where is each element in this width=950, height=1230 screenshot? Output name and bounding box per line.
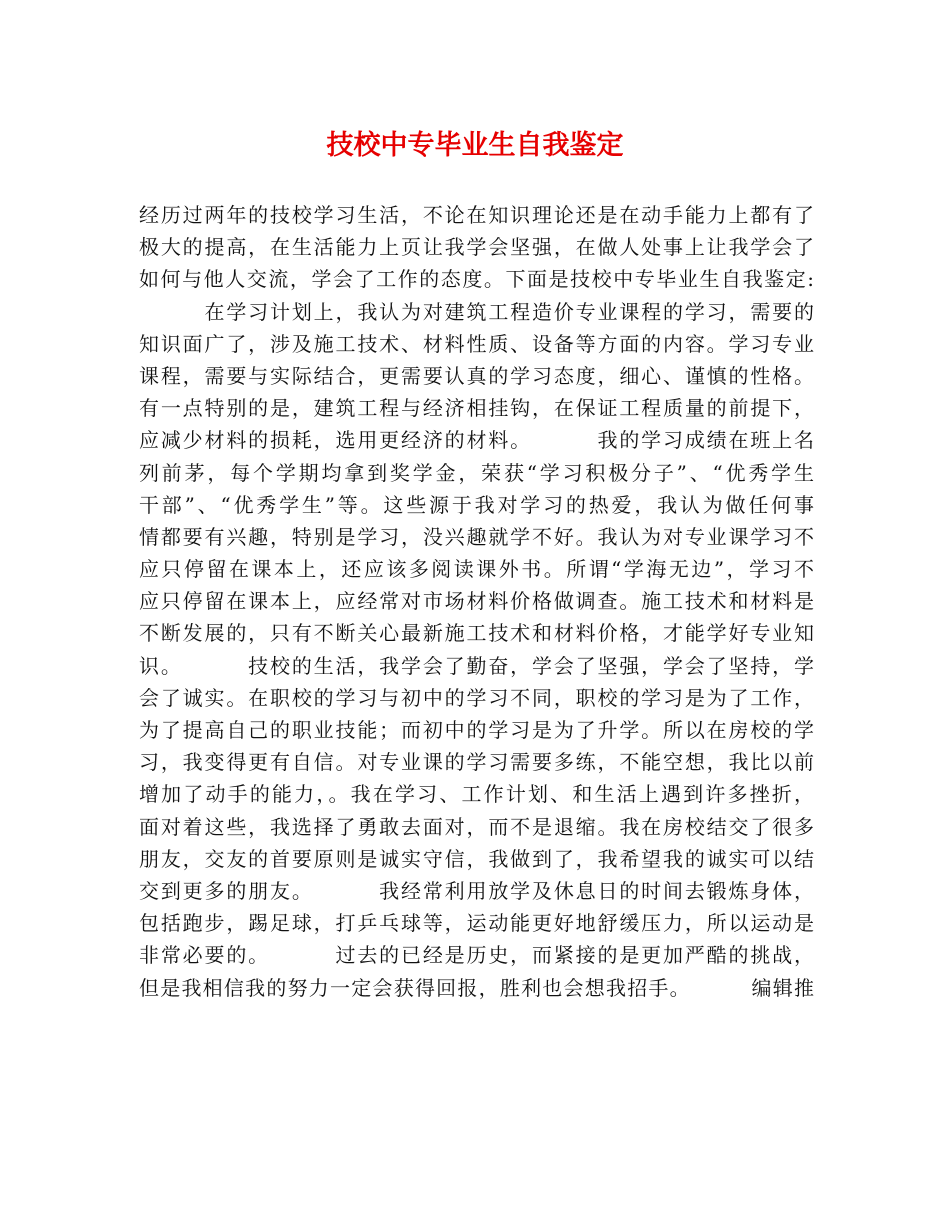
body-line: 应减少材料的损耗，选用更经济的材料。 我的学习成绩在班上名 (139, 428, 814, 453)
body-line: 交到更多的朋友。 我经常利用放学及休息日的时间去锻炼身体， (139, 878, 814, 903)
body-line: 会了诚实。在职校的学习与初中的学习不同，职校的学习是为了工作， (139, 685, 814, 710)
body-line: 在学习计划上，我认为对建筑工程造价专业课程的学习，需要的 (139, 299, 814, 324)
body-line: 干部”、“优秀学生”等。这些源于我对学习的热爱，我认为做任何事 (139, 492, 814, 517)
body-line: 如何与他人交流，学会了工作的态度。下面是技校中专毕业生自我鉴定: (139, 267, 814, 292)
body-line: 为了提高自己的职业技能；而初中的学习是为了升学。所以在房校的学 (139, 718, 814, 742)
body-line: 应只停留在课本上，还应该多阅读课外书。所谓“学海无边”，学习不 (139, 557, 814, 582)
document-body (139, 199, 814, 1004)
body-line: 课程，需要与实际结合，更需要认真的学习态度，细心、谨慎的性格。 (139, 363, 814, 388)
body-line: 习，我变得更有自信。对专业课的学习需要多练，不能空想，我比以前 (139, 750, 814, 775)
body-line: 有一点特别的是，建筑工程与经济相挂钩，在保证工程质量的前提下， (139, 396, 814, 421)
body-line: 经历过两年的技校学习生活，不论在知识理论还是在动手能力上都有了 (139, 203, 814, 227)
body-line: 列前茅，每个学期均拿到奖学金，荣获“学习积极分子”、“优秀学生 (139, 460, 814, 485)
document-title: 技校中专毕业生自我鉴定 (326, 130, 624, 161)
body-line: 知识面广了，涉及施工技术、材料性质、设备等方面的内容。学习专业 (139, 331, 814, 356)
body-line: 极大的提高，在生活能力上页让我学会坚强，在做人处事上让我学会了 (139, 235, 814, 260)
body-line: 但是我相信我的努力一定会获得回报，胜利也会想我招手。 编辑推 (139, 975, 814, 1000)
body-line: 应只停留在课本上，应经常对市场材料价格做调查。施工技术和材料是 (139, 589, 814, 614)
body-line: 面对着这些，我选择了勇敢去面对，而不是退缩。我在房校结交了很多 (139, 814, 814, 839)
body-line: 情都要有兴趣，特别是学习，没兴趣就学不好。我认为对专业课学习不 (139, 524, 814, 549)
body-line: 包括跑步，踢足球，打乒乓球等，运动能更好地舒缓压力，所以运动是 (139, 911, 814, 936)
body-line: 非常必要的。 过去的已经是历史，而紧接的是更加严酷的挑战， (139, 943, 814, 968)
body-line: 朋友，交友的首要原则是诚实守信，我做到了，我希望我的诚实可以结 (139, 846, 814, 871)
body-line: 增加了动手的能力，。我在学习、工作计划、和生活上遇到许多挫折， (139, 782, 814, 807)
body-line: 不断发展的，只有不断关心最新施工技术和材料价格，才能学好专业知 (139, 621, 814, 646)
body-line: 识。 技校的生活，我学会了勤奋，学会了坚强，学会了坚持，学 (139, 653, 814, 678)
